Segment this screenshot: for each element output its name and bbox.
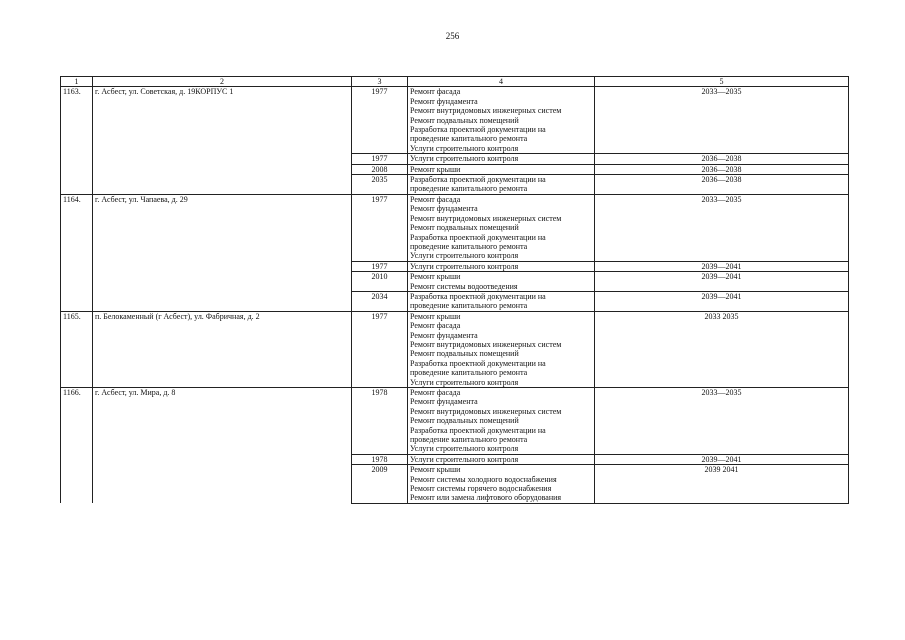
repair-period: 2039—2041 — [595, 454, 849, 464]
build-year: 1977 — [352, 311, 408, 387]
repair-period: 2039—2041 — [595, 291, 849, 311]
build-year: 1977 — [352, 261, 408, 271]
work-item: Разработка проектной документации на — [410, 125, 546, 135]
work-list — [408, 272, 595, 292]
work-list — [408, 87, 595, 154]
entry-address: г. Асбест, ул. Мира, д. 8 — [93, 388, 352, 504]
work-list — [408, 291, 595, 311]
work-item: Ремонт фасада — [410, 388, 461, 397]
work-item: Ремонт подвальных помещений — [410, 115, 519, 125]
repair-period: 2033—2035 — [595, 388, 849, 455]
entry-number: 1166. — [61, 388, 93, 504]
repair-period: 2039—2041 — [595, 272, 849, 292]
column-header: 3 — [352, 77, 408, 87]
work-list — [408, 194, 595, 261]
entry-number: 1164. — [61, 194, 93, 311]
entry-address: г. Асбест, ул. Чапаева, д. 29 — [93, 194, 352, 311]
build-year: 1977 — [352, 87, 408, 154]
work-item: Ремонт системы горячего водоснабжения — [410, 484, 552, 494]
work-list — [408, 465, 595, 504]
work-item: Ремонт фундамента — [410, 330, 478, 340]
table-row — [61, 194, 849, 261]
entry-address: п. Белокаменный (г Асбест), ул. Фабричная, д. 2 — [93, 311, 352, 387]
table-row — [61, 388, 849, 455]
work-item: Ремонт системы водоотведения — [410, 281, 518, 291]
table-row — [61, 87, 849, 154]
work-item: Ремонт внутридомовых инженерных систем — [410, 106, 562, 116]
work-item: проведение капитального ремонта — [410, 435, 528, 445]
work-item: Ремонт внутридомовых инженерных систем — [410, 213, 562, 223]
work-item: Ремонт фасада — [410, 321, 461, 331]
work-item: Разработка проектной документации на — [410, 425, 546, 435]
work-list — [408, 311, 595, 387]
work-list — [408, 154, 595, 164]
work-item: Ремонт фундамента — [410, 397, 478, 407]
work-item: Ремонт фундамента — [410, 96, 478, 106]
capital-repair-table — [60, 76, 849, 504]
work-item: Ремонт крыши — [410, 311, 461, 321]
repair-period: 2036—2038 — [595, 164, 849, 174]
build-year: 1977 — [352, 154, 408, 164]
column-header: 4 — [408, 77, 595, 87]
repair-period: 2036—2038 — [595, 175, 849, 195]
work-list — [408, 175, 595, 195]
work-item: Разработка проектной документации на — [410, 291, 546, 301]
entry-number: 1163. — [61, 87, 93, 194]
work-item: Услуги строительного контроля — [410, 251, 519, 261]
build-year: 1978 — [352, 388, 408, 455]
work-item: Разработка проектной документации на — [410, 358, 546, 368]
build-year: 1977 — [352, 194, 408, 261]
work-item: Ремонт подвальных помещений — [410, 349, 519, 359]
page-number: 256 — [445, 31, 460, 41]
column-header-row — [61, 77, 849, 87]
work-item: проведение капитального ремонта — [410, 301, 528, 311]
work-item: Ремонт фасада — [410, 87, 461, 97]
build-year: 2035 — [352, 175, 408, 195]
repair-period: 2033—2035 — [595, 194, 849, 261]
build-year: 2008 — [352, 164, 408, 174]
work-item: Услуги строительного контроля — [410, 261, 519, 271]
entry-number: 1165. — [61, 311, 93, 387]
work-item: Услуги строительного контроля — [410, 143, 519, 153]
work-item: Услуги строительного контроля — [410, 377, 519, 387]
work-list — [408, 388, 595, 455]
work-item: Услуги строительного контроля — [410, 454, 519, 464]
work-item: Ремонт фасада — [410, 194, 461, 204]
entry-address: г. Асбест, ул. Советская, д. 19КОРПУС 1 — [93, 87, 352, 194]
work-item: Ремонт крыши — [410, 272, 461, 282]
work-item: Разработка проектной документации на — [410, 232, 546, 242]
work-item: Ремонт крыши — [410, 164, 461, 174]
build-year: 1978 — [352, 454, 408, 464]
work-list — [408, 164, 595, 174]
build-year: 2034 — [352, 291, 408, 311]
repair-period: 2036—2038 — [595, 154, 849, 164]
build-year: 2009 — [352, 465, 408, 504]
work-item: Ремонт подвальных помещений — [410, 223, 519, 233]
repair-period: 2033—2035 — [595, 87, 849, 154]
column-header: 1 — [61, 77, 93, 87]
work-item: Ремонт внутридомовых инженерных систем — [410, 339, 562, 349]
table-row — [61, 311, 849, 387]
work-item: Услуги строительного контроля — [410, 154, 519, 164]
table-body — [61, 77, 849, 504]
repair-period: 2039—2041 — [595, 261, 849, 271]
work-item: проведение капитального ремонта — [410, 241, 528, 251]
work-item: Ремонт системы холодного водоснабжения — [410, 474, 557, 484]
work-item: Ремонт или замена лифтового оборудования — [410, 493, 562, 503]
repair-period: 2033 2035 — [595, 311, 849, 387]
build-year: 2010 — [352, 272, 408, 292]
work-item: проведение капитального ремонта — [410, 368, 528, 378]
column-header: 2 — [93, 77, 352, 87]
work-item: Ремонт внутридомовых инженерных систем — [410, 406, 562, 416]
work-item: Ремонт подвальных помещений — [410, 416, 519, 426]
work-list — [408, 261, 595, 271]
column-header: 5 — [595, 77, 849, 87]
repair-period: 2039 2041 — [595, 465, 849, 504]
work-item: Ремонт фундамента — [410, 204, 478, 214]
work-item: Ремонт крыши — [410, 465, 461, 475]
work-item: Разработка проектной документации на — [410, 175, 546, 185]
work-item: проведение капитального ремонта — [410, 134, 528, 144]
work-list — [408, 454, 595, 464]
work-item: проведение капитального ремонта — [410, 184, 528, 194]
work-item: Услуги строительного контроля — [410, 444, 519, 454]
